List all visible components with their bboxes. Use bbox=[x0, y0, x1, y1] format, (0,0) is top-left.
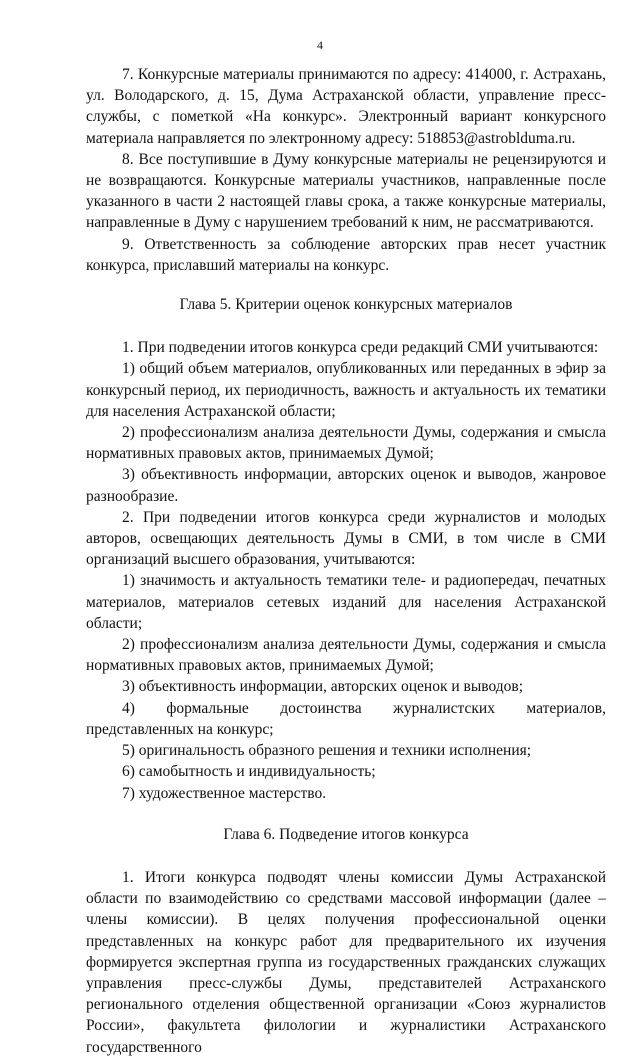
chapter-6-heading: Глава 6. Подведение итогов конкурса bbox=[223, 825, 469, 843]
paragraph: 7) художественное мастерство. bbox=[122, 784, 327, 802]
paragraph: 1. При подведении итогов конкурса среди редакций СМИ учитываются: bbox=[122, 339, 599, 357]
paragraph: 1) общий объем материалов, опубликованных или переданных в эфир за конкурсный период, их периодичность, важность и актуальность их тематики для населения Астраханской области; bbox=[86, 360, 606, 420]
paragraph: 6) самобытность и индивидуальность; bbox=[122, 763, 376, 781]
paragraph: 2. При подведении итогов конкурса среди журналистов и молодых авторов, освещающих деятельность Думы в СМИ, в том числе в СМИ организаций высшего образования, учитываются: bbox=[86, 508, 606, 569]
paragraph: 9. Ответственность за соблюдение авторских прав несет участник конкурса, приславший материалы на конкурс. bbox=[86, 235, 606, 274]
document-body bbox=[86, 64, 606, 1058]
paragraph: 1) значимость и актуальность тематики теле- и радиопередач, печатных материалов, материалов сетевых изданий для населения Астраханской области; bbox=[86, 572, 606, 632]
paragraph: 3) объективность информации, авторских оценок и выводов, жанровое разнообразие. bbox=[86, 466, 606, 505]
paragraph: 7. Конкурсные материалы принимаются по адресу: 414000, г. Астрахань, ул. Володарского, д. 15, Дума Астраханской области, управление пресс-службы, с пометкой «На конкурс». Электронный вариант конкурсного материала направляется по электронному адресу: 518853@astroblduma.ru. bbox=[86, 66, 606, 147]
paragraph: 4) формальные достоинства журналистских материалов, представленных на конкурс; bbox=[86, 699, 606, 738]
paragraph: 8. Все поступившие в Думу конкурсные материалы не рецензируются и не возвращаются. Конкурсные материалы участников, направленные после указанного в части 2 настоящей главы срока, а также конкурсные материалы, направленные в Думу с нарушением требований к ним, не рассматриваются. bbox=[86, 150, 606, 232]
chapter-5-heading: Глава 5. Критерии оценок конкурсных материалов bbox=[179, 296, 513, 314]
paragraph: 2) профессионализм анализа деятельности Думы, содержания и смысла нормативных правовых актов, принимаемых Думой; bbox=[86, 424, 606, 463]
paragraph: 3) объективность информации, авторских оценок и выводов; bbox=[122, 678, 524, 696]
page-number: 4 bbox=[317, 38, 323, 52]
paragraph: 5) оригинальность образного решения и техники исполнения; bbox=[122, 742, 532, 760]
paragraph: 2) профессионализм анализа деятельности Думы, содержания и смысла нормативных правовых актов, принимаемых Думой; bbox=[86, 636, 606, 675]
paragraph: 1. Итоги конкурса подводят члены комиссии Думы Астраханской области по взаимодействию со средствами массовой информации (далее – члены комиссии). В целях получения профессиональной оценки представленных на конкурс работ для предварительного их изучения формируется экспертная группа из государственных гражданских служащих управления пресс-службы Думы, представителей Астраханского регионального отделения общественной организации «Союз журналистов России», факультета филологии и журналистики Астраханского государственного bbox=[86, 868, 606, 1056]
